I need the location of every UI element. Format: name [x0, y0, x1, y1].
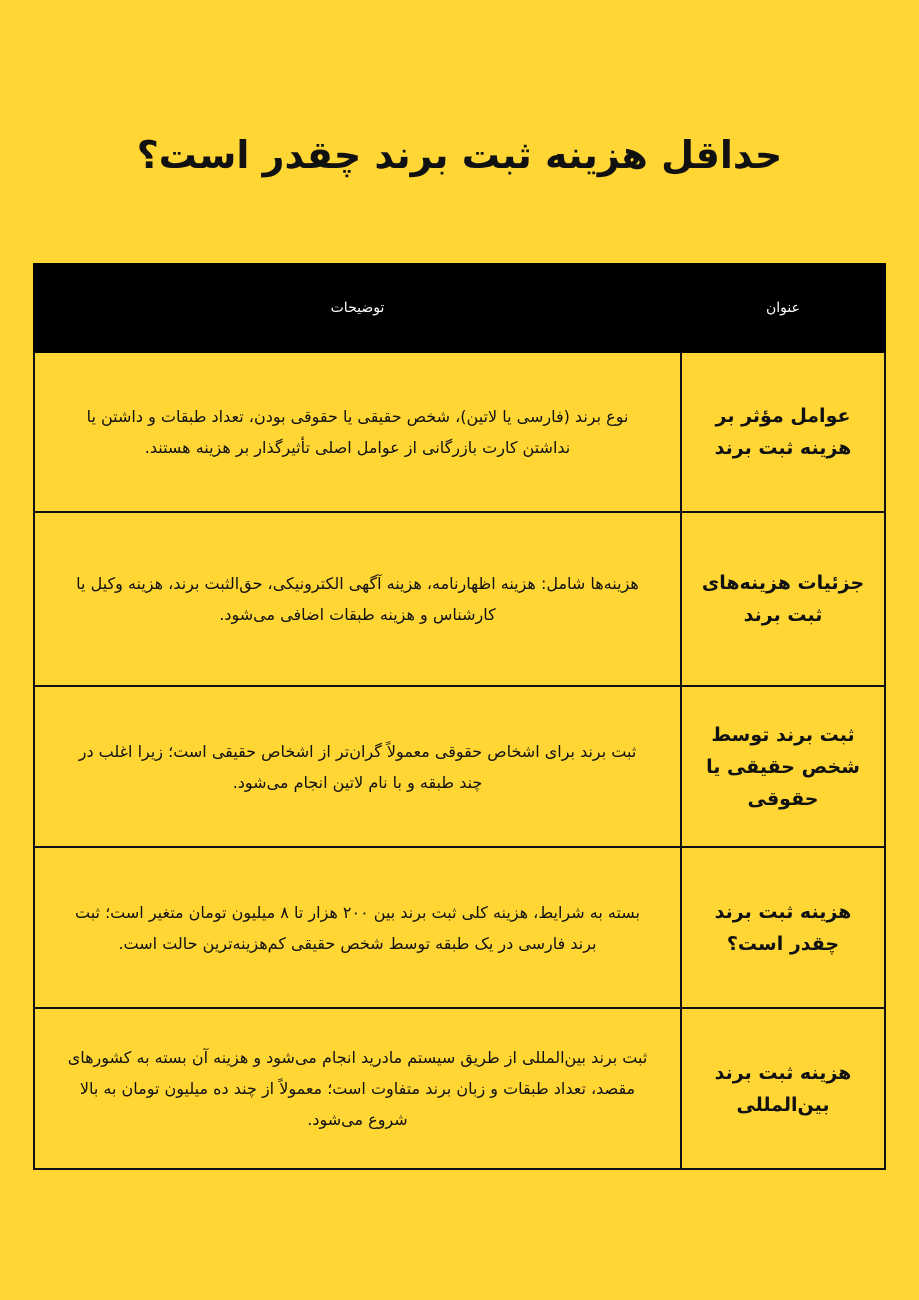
table-header-row	[34, 264, 885, 352]
cost-table-container	[33, 263, 886, 1170]
row-title: عوامل مؤثر بر هزینه ثبت برند	[681, 352, 885, 512]
row-description: بسته به شرایط، هزینه کلی ثبت برند بین ۲۰۰ هزار تا ۸ میلیون تومان متغیر است؛ ثبت برند فارسی در یک طبقه توسط شخص حقیقی کم‌هزینه‌ترین حالت است.	[34, 847, 681, 1008]
table-header	[34, 264, 885, 352]
row-title: ثبت برند توسط شخص حقیقی یا حقوقی	[681, 686, 885, 847]
table-row	[34, 1008, 885, 1169]
row-description: ثبت برند بین‌المللی از طریق سیستم مادرید انجام می‌شود و هزینه آن بسته به کشورهای مقصد، تعداد طبقات و زبان برند متفاوت است؛ معمولاً از چند ده میلیون تومان به بالا شروع می‌شود.	[34, 1008, 681, 1169]
header-title: عنوان	[681, 264, 885, 352]
table-row	[34, 352, 885, 512]
row-description: هزینه‌ها شامل: هزینه اظهارنامه، هزینه آگهی الکترونیکی، حق‌الثبت برند، هزینه وکیل یا کارشناس و هزینه طبقات اضافی می‌شود.	[34, 512, 681, 686]
table-row	[34, 847, 885, 1008]
row-description: ثبت برند برای اشخاص حقوقی معمولاً گران‌تر از اشخاص حقیقی است؛ زیرا اغلب در چند طبقه و با نام لاتین انجام می‌شود.	[34, 686, 681, 847]
table-body	[34, 352, 885, 1169]
table-row	[34, 512, 885, 686]
cost-table	[33, 263, 886, 1170]
row-title: هزینه ثبت برند چقدر است؟	[681, 847, 885, 1008]
table-row	[34, 686, 885, 847]
row-description: نوع برند (فارسی یا لاتین)، شخص حقیقی یا حقوقی بودن، تعداد طبقات و داشتن یا نداشتن کارت بازرگانی از عوامل اصلی تأثیرگذار بر هزینه هستند.	[34, 352, 681, 512]
page-title: حداقل هزینه ثبت برند چقدر است؟	[136, 133, 783, 177]
row-title: هزینه ثبت برند بین‌المللی	[681, 1008, 885, 1169]
row-title: جزئیات هزینه‌های ثبت برند	[681, 512, 885, 686]
header-description: توضیحات	[34, 264, 681, 352]
